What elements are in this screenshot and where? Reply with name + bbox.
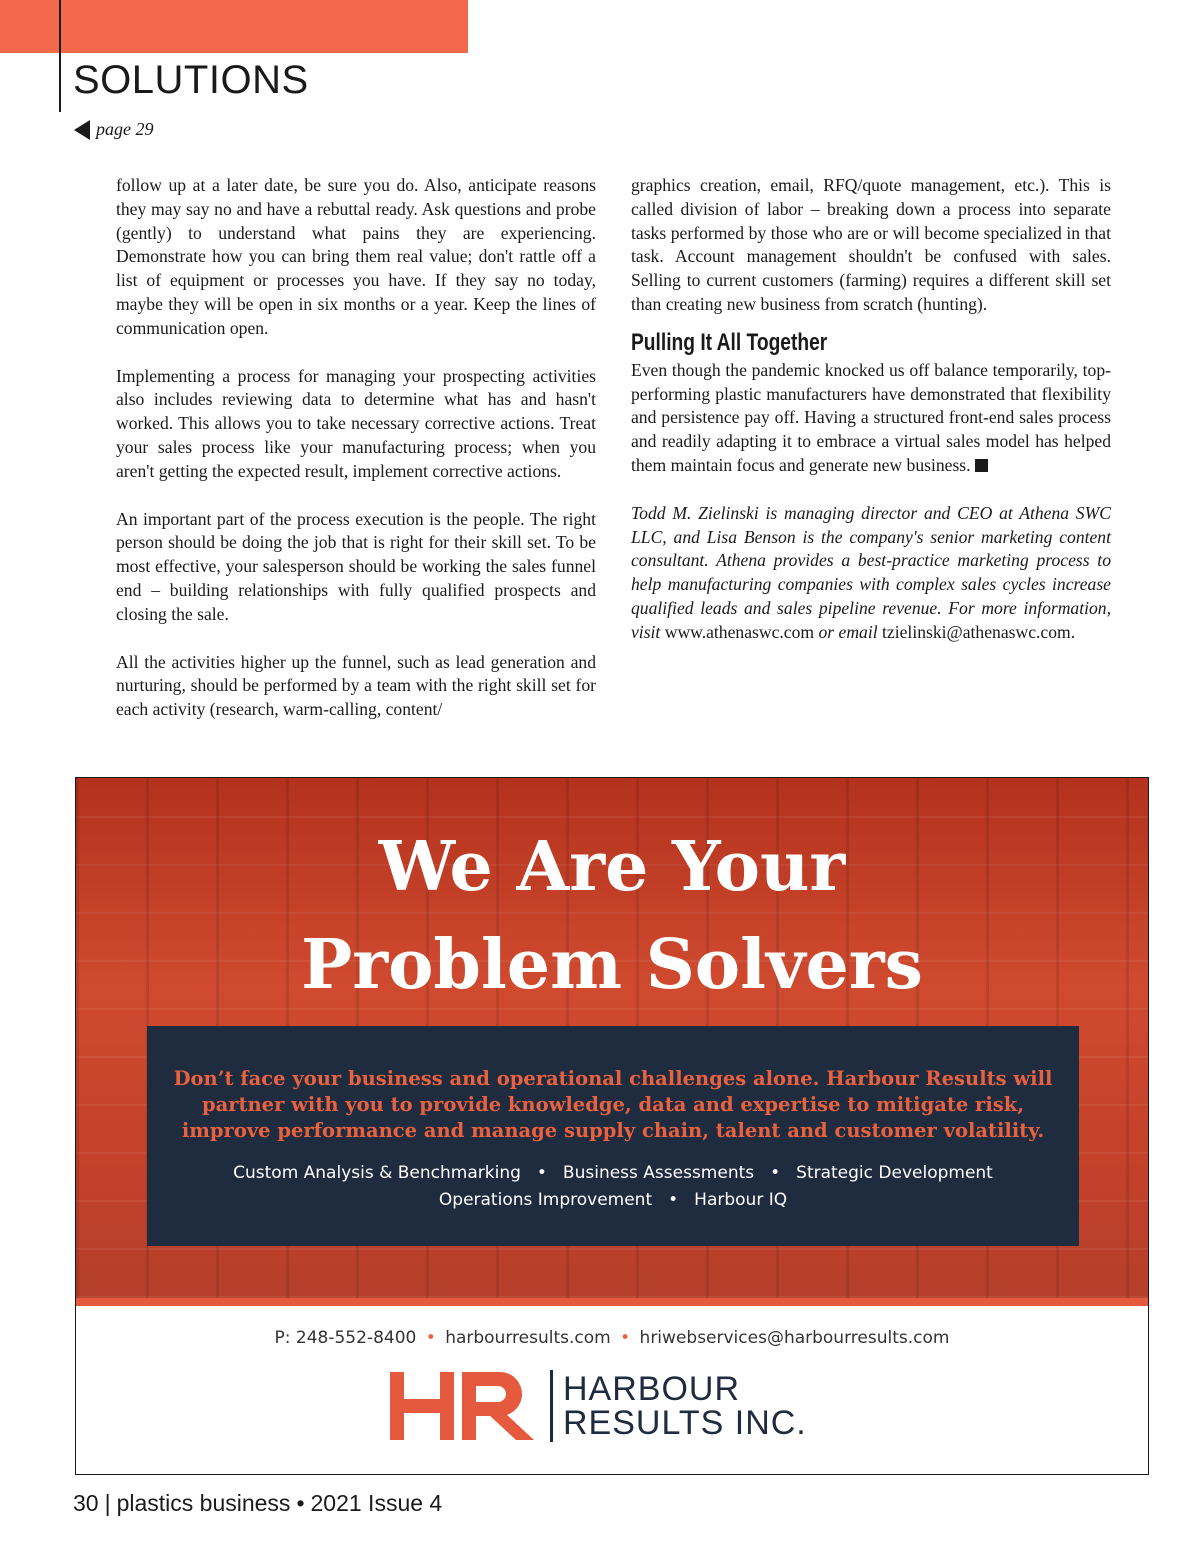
ad-email-link[interactable]: hriwebservices@harbourresults.com <box>639 1328 950 1348</box>
ad-phone[interactable]: P: 248-552-8400 <box>274 1328 417 1348</box>
company-name-line2: RESULTS INC. <box>563 1404 807 1442</box>
company-name <box>563 1372 807 1440</box>
bio-text: Todd M. Zielinski is managing director and CEO at Athena SWC LLC, and Lisa Benson is the company's senior marketing content consultant. Athena provides a best-practice marketing process to help manufacturing companies with complex sales cycles increase qualified leads and sales pipeline revenue. For more information, visit <box>631 502 1111 642</box>
bio-url-link[interactable]: www.athenaswc.com <box>664 621 815 642</box>
ad-services-list <box>147 1160 1079 1214</box>
ad-lead-text: Don’t face your business and operational challenges alone. Harbour Results will partner with you to provide knowledge, data and expertise to mitigate risk, improve performance and manage supply chain, talent and customer volatility. <box>173 1067 1053 1142</box>
header-accent-bar <box>0 0 468 53</box>
harbour-results-advertisement[interactable] <box>75 777 1149 1475</box>
bullet-separator: • <box>668 1190 679 1210</box>
header-rule <box>59 0 61 112</box>
ad-message-panel <box>147 1026 1079 1246</box>
article-column-right <box>631 174 1111 645</box>
issue-label: 2021 Issue 4 <box>310 1490 443 1516</box>
harbour-results-logo <box>388 1368 807 1444</box>
footer-bullet: • <box>296 1490 305 1516</box>
bullet-separator: • <box>620 1328 631 1348</box>
section-title: SOLUTIONS <box>73 58 309 102</box>
ad-website-link[interactable]: harbourresults.com <box>445 1328 611 1348</box>
bullet-separator: • <box>536 1163 547 1183</box>
article-paragraph: Even though the pandemic knocked us off balance temporarily, top-performing plastic manufacturers have demonstrated that flexibility and persistence pay off. Having a structured front-end sales process and readily adapting it to embrace a virtual sales model has helped them maintain focus and generate new business. <box>631 359 1111 475</box>
bio-or-email: or email <box>818 621 878 642</box>
article-paragraph-ending <box>631 359 1111 478</box>
services-row <box>147 1187 1079 1214</box>
publication-name: plastics business <box>116 1490 291 1516</box>
service-item: Business Assessments <box>562 1163 755 1183</box>
article-paragraph: Implementing a process for managing your prospecting activities also includes reviewing data to determine what has and hasn't worked. This allows you to take necessary corrective actions. Treat your sales process like your manufacturing process; when you aren't getting the expected result, implement corrective actions. <box>116 365 596 481</box>
ad-contact-line <box>76 1328 1148 1348</box>
ad-headline-line1: We Are Your <box>378 827 846 907</box>
ad-accent-stripe <box>76 1298 1148 1306</box>
services-row <box>147 1160 1079 1187</box>
service-item: Harbour IQ <box>694 1190 788 1210</box>
page-footer <box>73 1490 442 1517</box>
footer-divider: | <box>104 1490 111 1516</box>
article-column-left <box>116 174 596 722</box>
continued-from-link[interactable] <box>74 119 154 140</box>
article-paragraph: All the activities higher up the funnel, such as lead generation and nurturing, should be performed by a team with the right skill set for each activity (research, warm-calling, content/ <box>116 651 596 720</box>
continued-from-label: page 29 <box>96 119 154 139</box>
article-paragraph: graphics creation, email, RFQ/quote management, etc.). This is called division of labor – breaking down a process into separate tasks performed by those who are or will become specialized in that task. Account management shouldn't be confused with sales. Selling to current customers (farming) requires a different skill set than creating new business from scratch (hunting). <box>631 175 1111 314</box>
bullet-separator: • <box>770 1163 781 1183</box>
end-of-article-icon <box>975 459 988 472</box>
back-arrow-icon <box>74 120 90 140</box>
page-number: 30 <box>73 1490 99 1516</box>
bullet-separator: • <box>425 1328 436 1348</box>
author-bio <box>631 502 1111 645</box>
ad-headline-line2: Problem Solvers <box>301 925 923 1005</box>
bio-email-link[interactable]: tzielinski@athenaswc.com <box>882 621 1071 642</box>
service-item: Custom Analysis & Benchmarking <box>233 1163 521 1183</box>
article-paragraph: An important part of the process execution is the people. The right person should be doing the job that is right for their skill set. To be most effective, your salesperson should be working the sales funnel end – building relationships with fully qualified prospects and closing the sale. <box>116 508 596 624</box>
bio-period: . <box>1070 621 1076 642</box>
company-name-line1: HARBOUR <box>563 1370 741 1408</box>
hr-monogram-icon <box>388 1368 536 1444</box>
ad-headline <box>76 818 1148 1014</box>
logo-divider <box>550 1370 553 1442</box>
article-paragraph: follow up at a later date, be sure you do. Also, anticipate reasons they may say no and have a rebuttal ready. Ask questions and probe (gently) to understand what pains they are experiencing. Demonstrate how you can bring them real value; don't rattle off a list of equipment or processes you have. If they say no today, maybe they will be open in six months or a year. Keep the lines of communication open. <box>116 175 596 338</box>
subhead: Pulling It All Together <box>631 328 828 356</box>
service-item: Operations Improvement <box>438 1190 653 1210</box>
service-item: Strategic Development <box>796 1163 993 1183</box>
